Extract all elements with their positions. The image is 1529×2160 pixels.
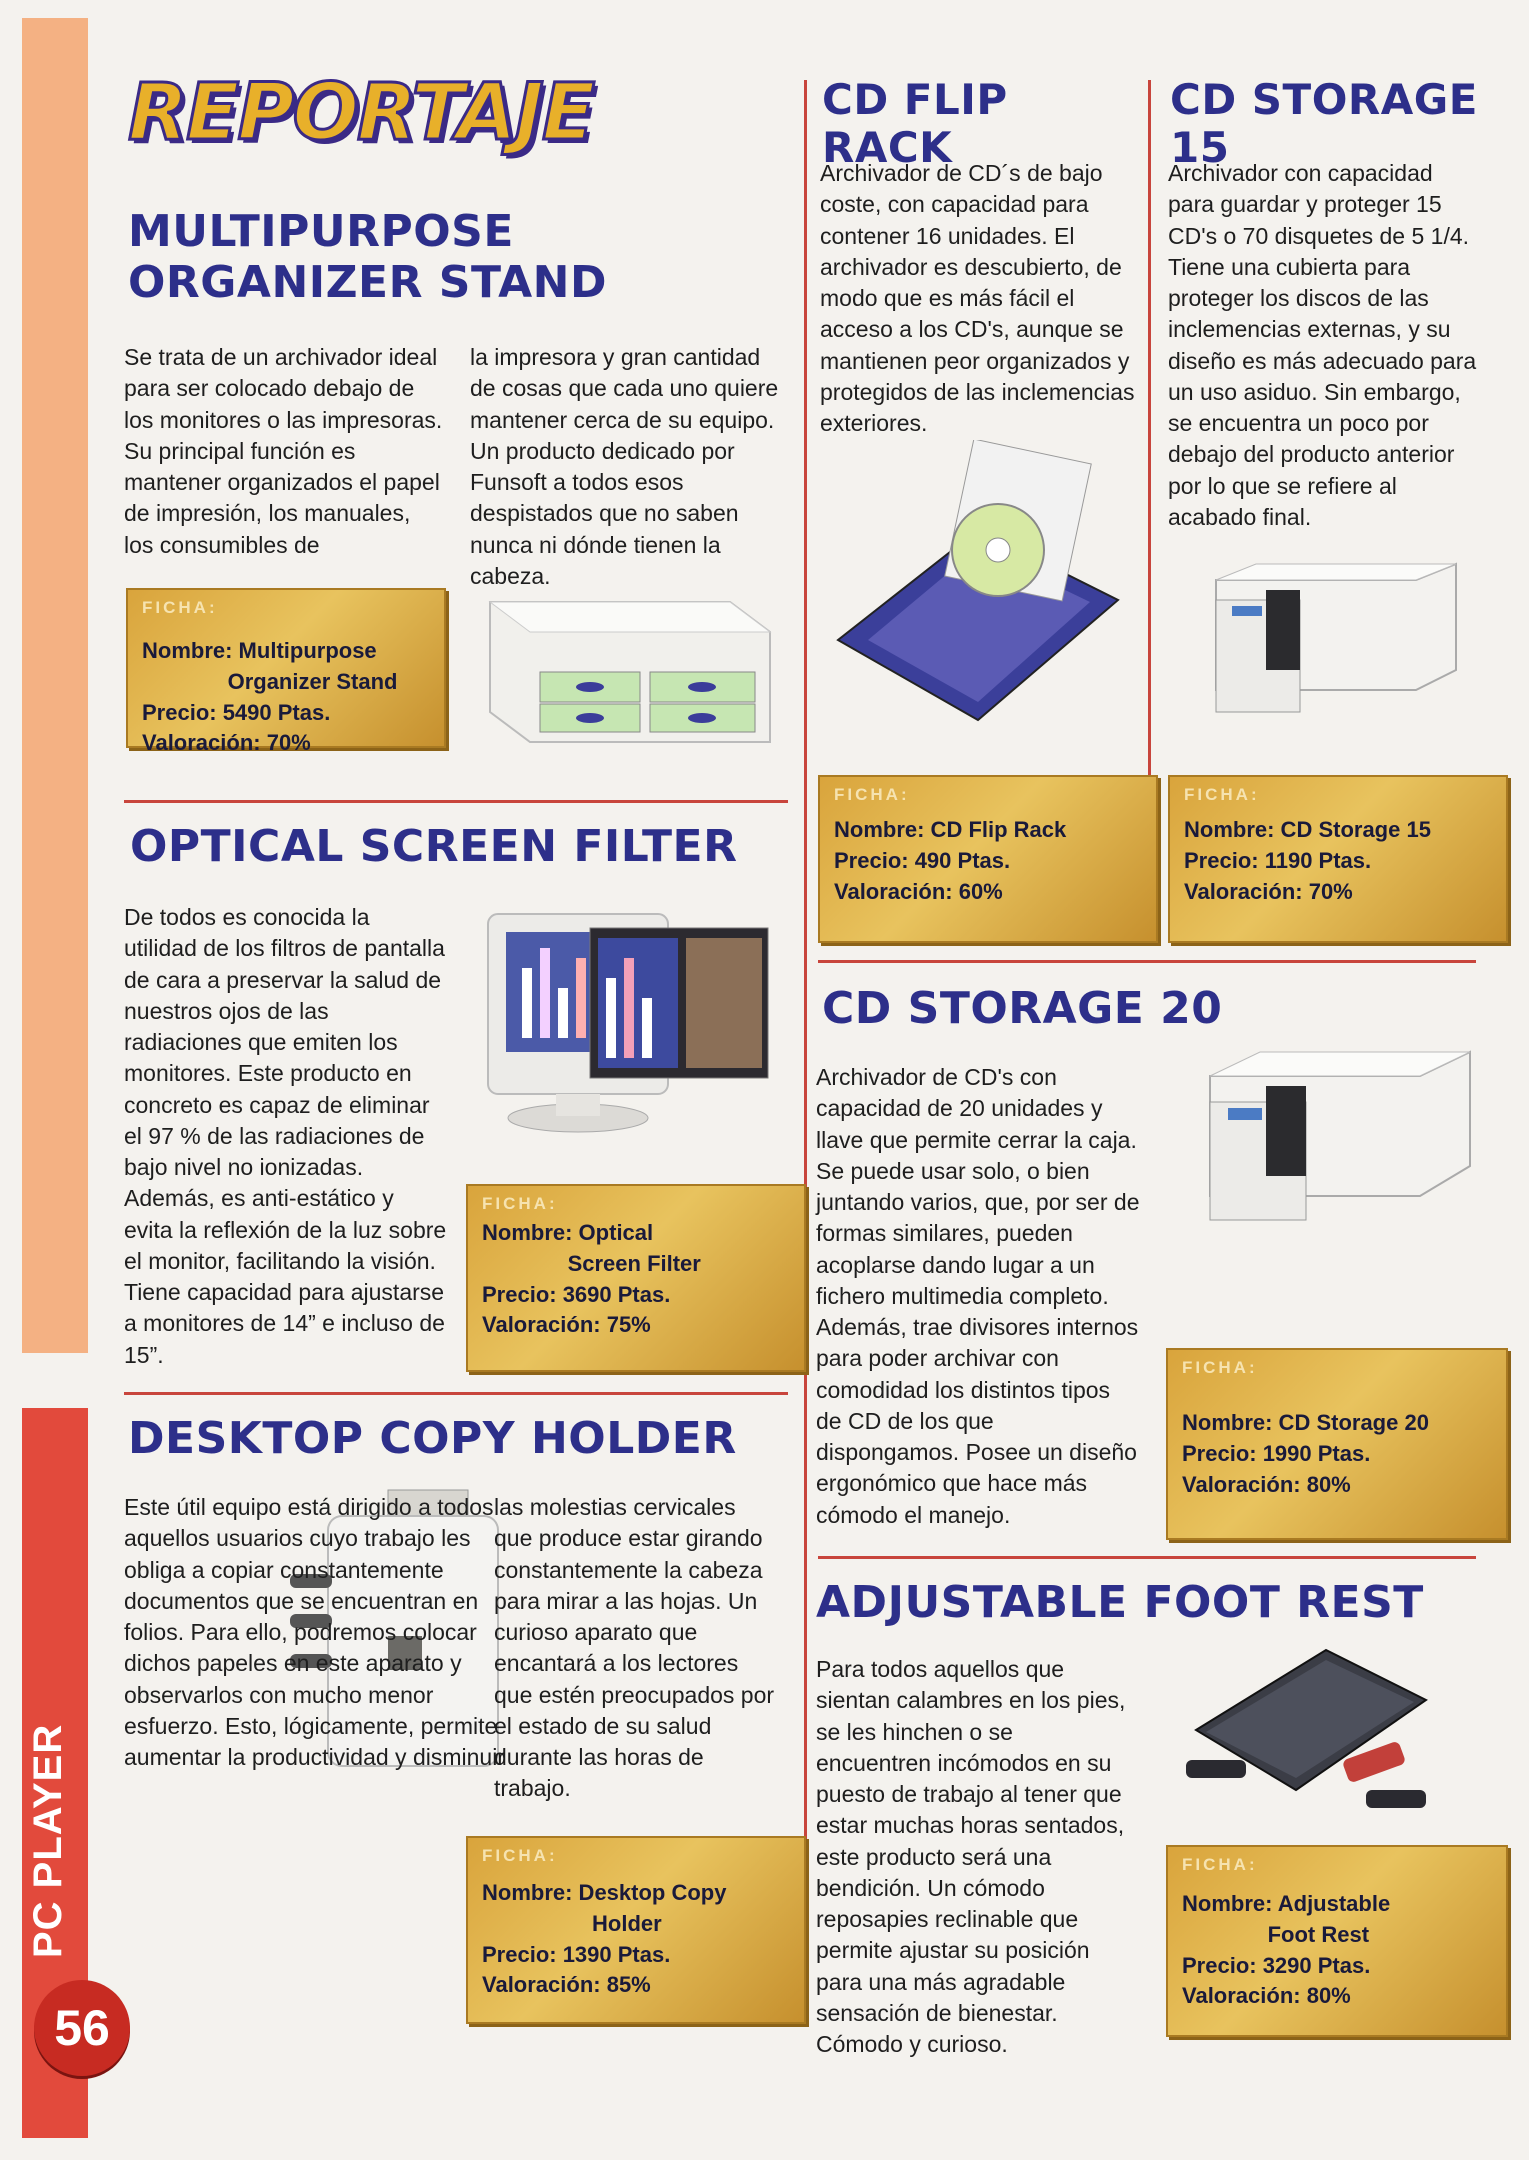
ficha-label: FICHA:	[142, 598, 218, 617]
article-title-storage15: CD STORAGE 15	[1170, 75, 1478, 173]
article-title-footrest: ADJUSTABLE FOOT REST	[816, 1577, 1424, 1628]
ficha-box-storage20	[1166, 1348, 1508, 1540]
ficha-valoracion: Valoración: 85%	[482, 1972, 651, 1998]
article-body-copyholder-col1: Este útil equipo está dirigido a todos aquellos usuarios cuyo trabajo les obliga a copiar constantemente documentos que se encuentran en folios. Para ello, podremos colocar dichos papeles en este aparato y observarlos con mucho menor esfuerzo. Esto, lógicamente, permite aumentar la productividad y disminuir	[124, 1494, 505, 1771]
reportaje-banner: REPORTAJE	[128, 68, 594, 158]
ficha-box-copyholder	[466, 1836, 806, 2024]
ficha-nombre: Nombre: Desktop Copy Holder	[482, 1880, 727, 1936]
ficha-nombre: Nombre: CD Flip Rack	[834, 817, 1067, 842]
ficha-box-storage15	[1168, 775, 1508, 943]
ficha-precio: Precio: 1190 Ptas.	[1184, 847, 1372, 873]
article-title-filter: OPTICAL SCREEN FILTER	[130, 821, 738, 872]
ficha-label: FICHA:	[1184, 785, 1260, 804]
section-label	[26, 1898, 71, 1958]
ficha-nombre: Nombre: CD Storage 15	[1184, 817, 1431, 842]
ficha-precio: Precio: 1390 Ptas.	[482, 1941, 671, 1967]
cd-storage-15-image	[1176, 560, 1476, 720]
ficha-nombre: Nombre: Optical Screen Filter	[482, 1220, 701, 1276]
ficha-label: FICHA:	[482, 1846, 558, 1865]
article-title-organizer: MULTIPURPOSE ORGANIZER STAND	[128, 206, 607, 308]
article-title-fliprack: CD FLIP RACK	[822, 75, 1008, 173]
organizer-stand-image	[480, 592, 780, 762]
ficha-nombre: Nombre: Adjustable Foot Rest	[1182, 1891, 1391, 1947]
ficha-box-footrest	[1166, 1845, 1508, 2037]
page-number: 56	[34, 1980, 130, 2076]
ficha-precio: Precio: 3690 Ptas.	[482, 1281, 671, 1307]
ficha-precio: Precio: 490 Ptas.	[834, 847, 1011, 873]
ficha-box-organizer	[126, 588, 446, 756]
ficha-valoracion: Valoración: 60%	[834, 878, 1003, 904]
ficha-valoracion: Valoración: 80%	[1182, 1471, 1351, 1497]
ficha-valoracion: Valoración: 75%	[482, 1312, 651, 1338]
ficha-label: FICHA:	[834, 785, 910, 804]
ficha-box-filter	[466, 1184, 806, 1372]
section-rule	[124, 1392, 788, 1395]
article-title-copyholder: DESKTOP COPY HOLDER	[128, 1413, 737, 1464]
article-body-footrest: Para todos aquellos que sientan calambres en los pies, se les hinchen o se encuentren incómodos en su puesto de trabajo al tener que estar muchas horas sentados, este producto será una bendición. Un cómodo reposapies reclinable que permite ajustar su posición para una más agradable sensación de bienestar. Cómodo y curioso.	[816, 1656, 1126, 2058]
ficha-valoracion: Valoración: 70%	[1184, 878, 1353, 904]
article-body-storage15: Archivador con capacidad para guardar y proteger 15 CD's o 70 disquetes de 5 1/4. Tiene una cubierta para proteger los discos de las inclemencias externas, y su diseño es más adecuado para un uso asiduo. Sin embargo, se encuentra un poco por debajo del producto anterior por lo que se refiere al acabado final.	[1168, 160, 1477, 530]
ficha-valoracion: Valoración: 80%	[1182, 1983, 1351, 2009]
ficha-label: FICHA:	[1182, 1358, 1258, 1377]
ficha-precio: Precio: 3290 Ptas.	[1182, 1952, 1371, 1978]
article-body-fliprack: Archivador de CD´s de bajo coste, con capacidad para contener 16 unidades. El archivador es descubierto, de modo que es más fácil el acceso a los CD's, aunque se mantienen peor organizados y protegidos de las inclemencias exteriores.	[820, 160, 1135, 437]
screen-filter-image	[486, 908, 776, 1148]
section-rule	[124, 800, 788, 803]
cd-storage-20-image	[1170, 1046, 1480, 1226]
foot-rest-image	[1176, 1640, 1446, 1830]
sidebar	[22, 18, 88, 2138]
ficha-valoracion: Valoración: 70%	[142, 730, 311, 756]
ficha-label: FICHA:	[482, 1194, 558, 1213]
column-divider	[804, 80, 807, 2025]
article-body-organizer-col1: Se trata de un archivador ideal para ser colocado debajo de los monitores o las impresoras. Su principal función es mantener organizados el papel de impresión, los manuales, los consumibles de	[124, 344, 443, 558]
sidebar-top-band	[22, 18, 88, 1353]
cd-flip-rack-image	[828, 440, 1128, 730]
section-rule	[818, 960, 1476, 963]
ficha-nombre: Nombre: Multipurpose Organizer Stand	[142, 638, 398, 694]
article-body-filter: De todos es conocida la utilidad de los filtros de pantalla de cara a preservar la salud de nuestros ojos de las radiaciones que emiten los monitores. Este producto en concreto es capaz de eliminar el 97 % de las radiaciones de bajo nivel no ionizadas. Además, es anti-estático y evita la reflexión de la luz sobre el monitor, facilitando la visión. Tiene capacidad para ajustarse a monitores de 14” e incluso de 15”.	[124, 904, 447, 1368]
section-rule	[818, 1556, 1476, 1559]
ficha-box-fliprack	[818, 775, 1158, 943]
ficha-label: FICHA:	[1182, 1855, 1258, 1874]
ficha-nombre: Nombre: CD Storage 20	[1182, 1410, 1429, 1435]
ficha-precio: Precio: 5490 Ptas.	[142, 699, 331, 725]
article-title-storage20: CD STORAGE 20	[822, 983, 1223, 1034]
article-body-copyholder-col2: las molestias cervicales que produce estar girando constantemente la cabeza para mirar a las hojas. Un curioso aparato que encantará a los lectores que estén preocupados por el estado de su salud durante las horas de trabajo.	[494, 1494, 775, 1802]
article-body-storage20: Archivador de CD's con capacidad de 20 unidades y llave que permite cerrar la caja. Se puede usar solo, o bien juntando varios, que, por ser de formas similares, pueden acoplarse dando lugar a un fichero multimedia completo. Además, trae divisores internos para poder archivar con comodidad los distintos tipos de CD de los que dispongamos. Posee un diseño ergonómico que hace más cómodo el manejo.	[816, 1064, 1140, 1528]
ficha-precio: Precio: 1990 Ptas.	[1182, 1440, 1371, 1466]
article-body-organizer-col2: la impresora y gran cantidad de cosas que cada uno quiere mantener cerca de su equipo. Un producto dedicado por Funsoft a todos esos despistados que no saben nunca ni dónde tienen la cabeza.	[470, 344, 779, 589]
